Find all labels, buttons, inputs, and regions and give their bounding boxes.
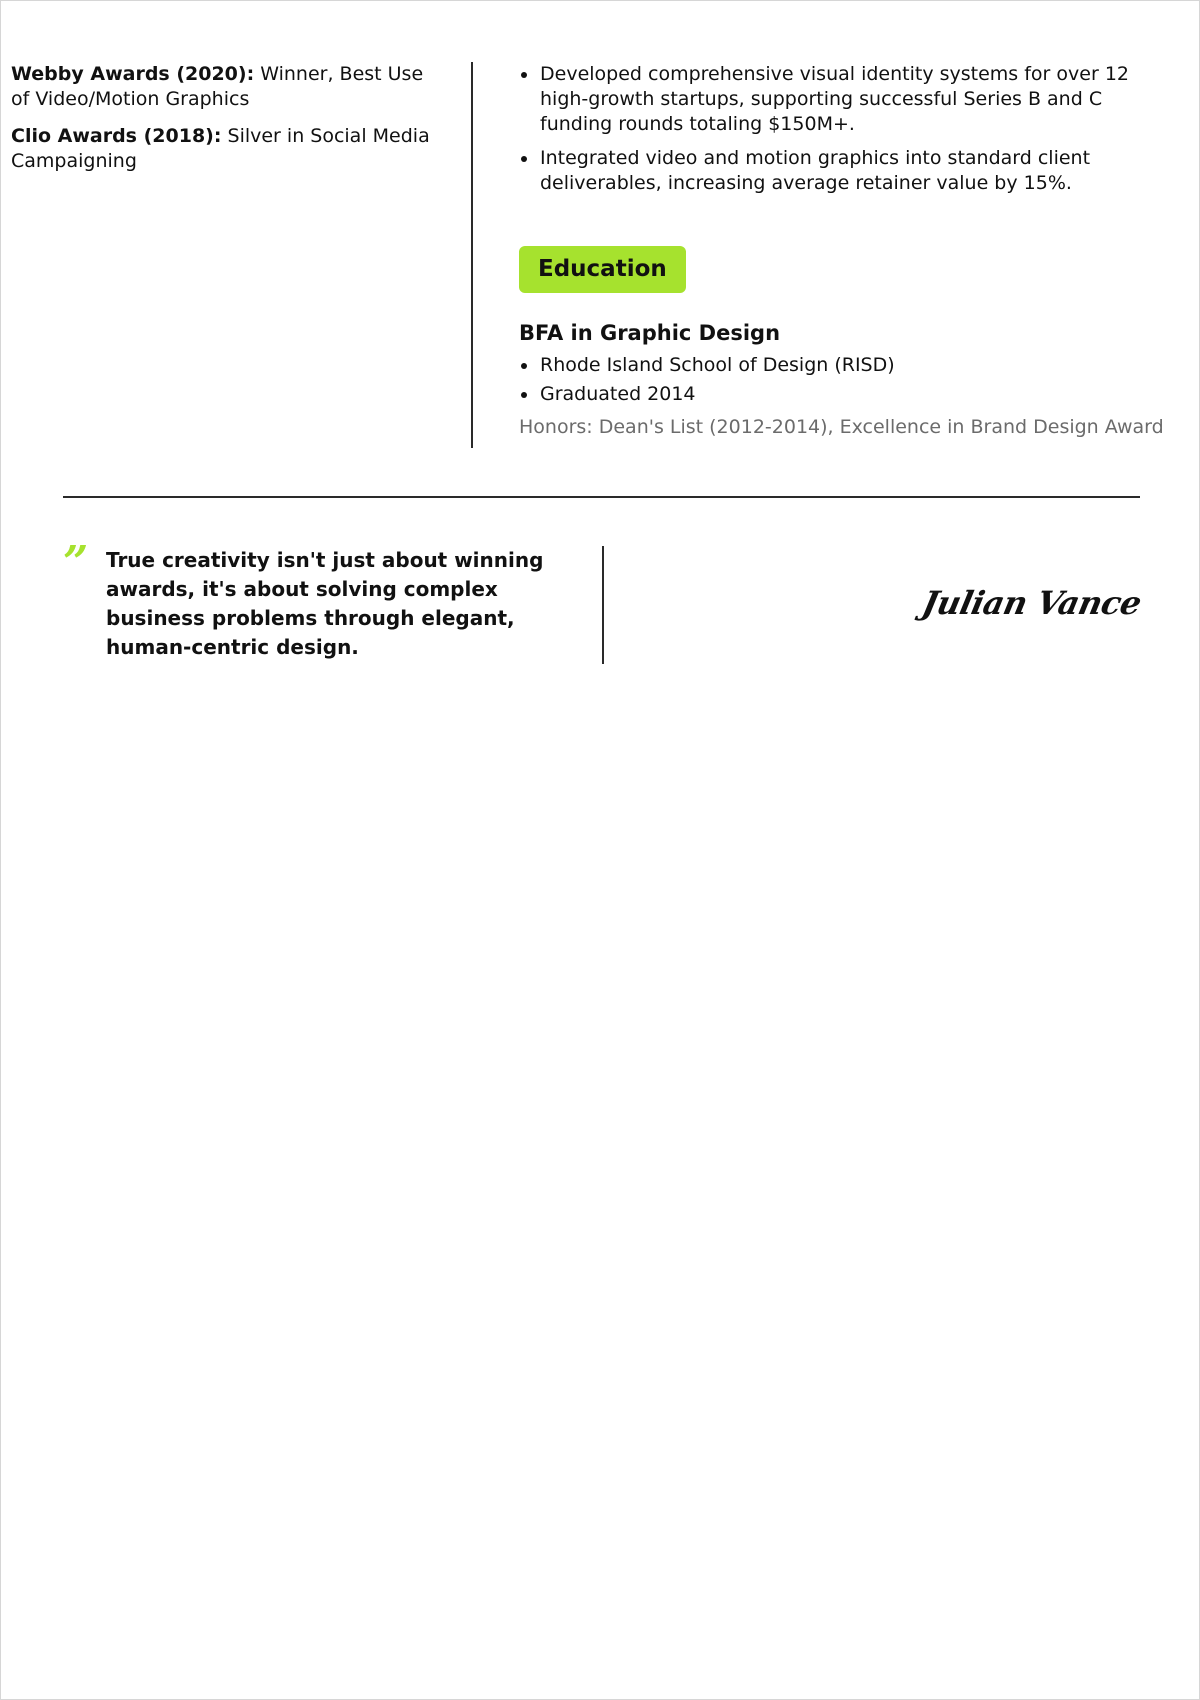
quote-divider <box>602 546 604 664</box>
award-item-webby <box>11 62 441 112</box>
award-detail: Winner, Best Use of Video/Motion Graphics <box>11 63 424 110</box>
signature: Julian Vance <box>919 584 1146 622</box>
education-bullet: Rhode Island School of Design (RISD) <box>519 353 1139 378</box>
education-heading: Education <box>519 246 686 293</box>
right-column <box>519 62 1164 440</box>
education-bullets <box>519 353 1139 407</box>
degree-title: BFA in Graphic Design <box>519 321 781 345</box>
experience-bullet: Developed comprehensive visual identity systems for over 12 high-growth startups, supporting successful Series B and C funding rounds totaling $150M+. <box>519 62 1139 137</box>
experience-bullet: Integrated video and motion graphics into standard client deliverables, increasing average retainer value by 15%. <box>519 146 1139 196</box>
award-name: Clio Awards (2018): <box>11 125 222 147</box>
award-item-clio <box>11 124 441 174</box>
education-bullet: Graduated 2014 <box>519 382 1139 407</box>
education-honors: Honors: Dean's List (2012-2014), Excellence in Brand Design Award <box>519 416 1164 438</box>
column-divider <box>471 62 473 448</box>
quote-mark-icon: ” <box>63 537 89 588</box>
quote-text: True creativity isn't just about winning awards, it's about solving complex business problems through elegant, human-centric design. <box>106 548 544 659</box>
experience-bullets <box>519 62 1139 196</box>
section-divider <box>63 496 1140 498</box>
awards-list <box>11 62 441 186</box>
award-name: Webby Awards (2020): <box>11 63 255 85</box>
award-detail: Silver in Social Media Campaigning <box>11 125 430 172</box>
